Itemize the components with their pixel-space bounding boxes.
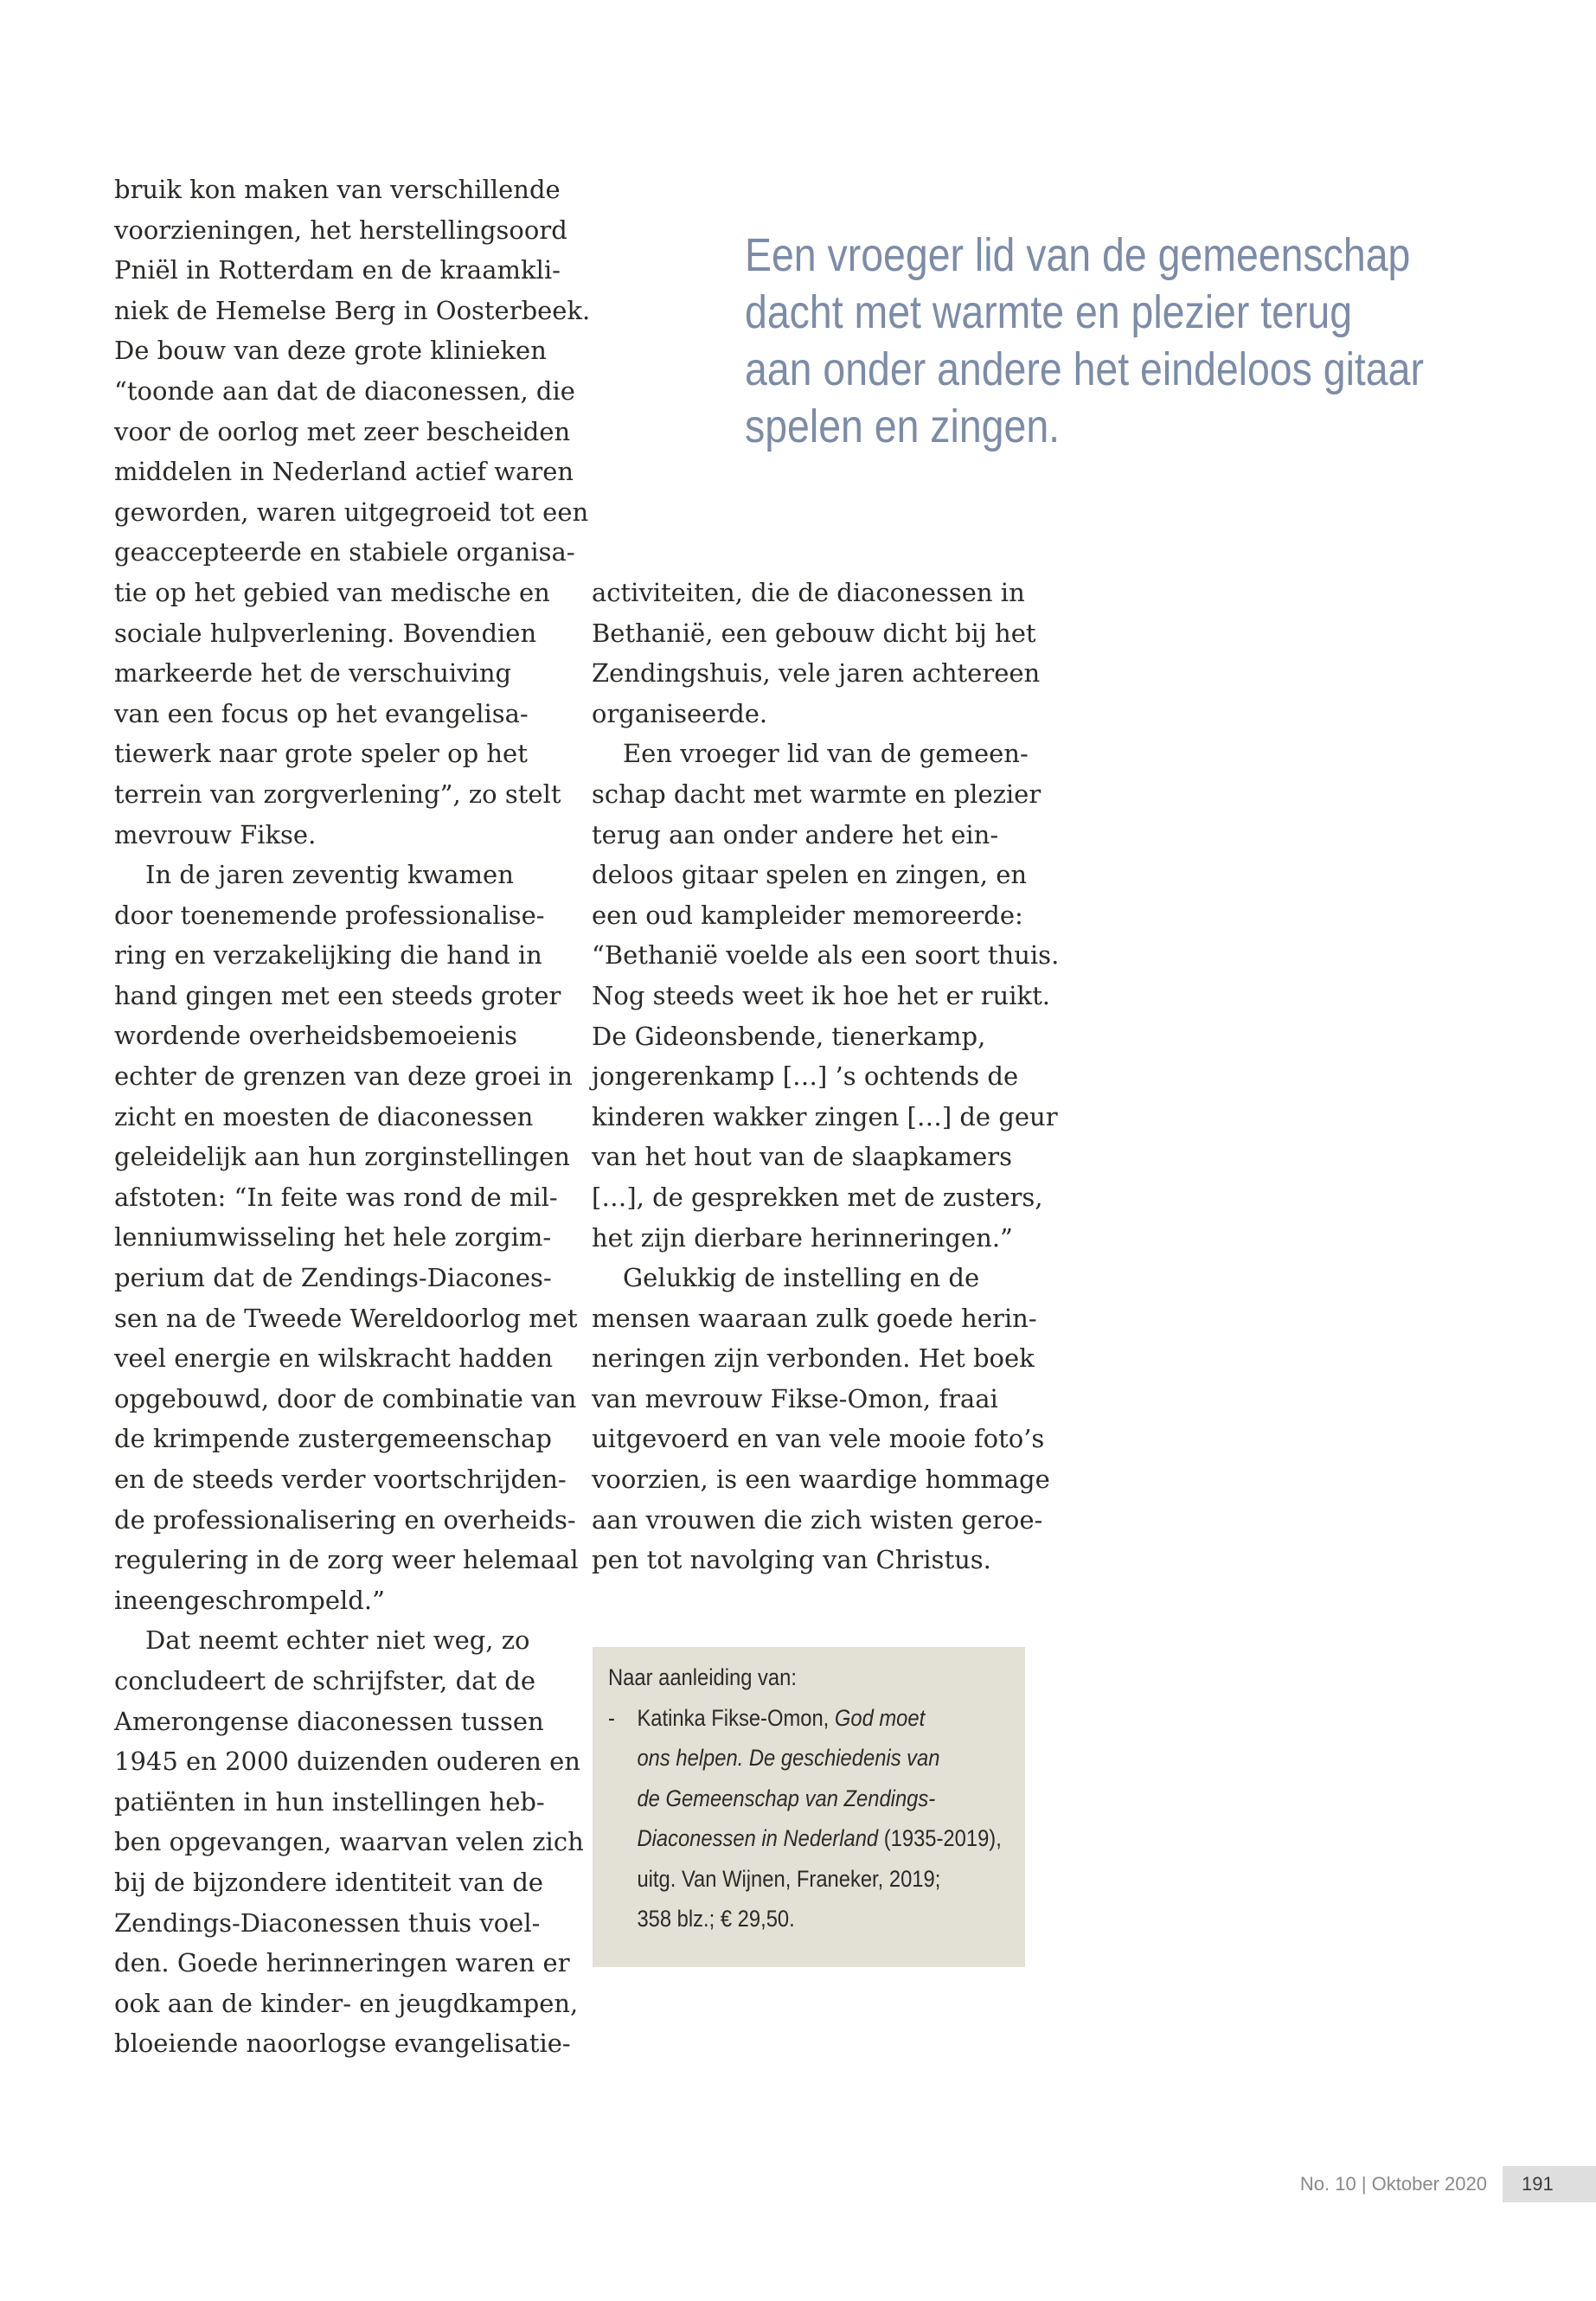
text-line: geaccepteerde en stabiele organisa- [114, 537, 575, 567]
text-line: ineengeschrompeld.” [114, 1585, 385, 1615]
text-line: uitgevoerd en van vele mooie foto’s [592, 1424, 1045, 1454]
text-line: Zendings-Diaconessen thuis voel- [114, 1907, 541, 1938]
text-line: middelen in Nederland actief waren [114, 457, 574, 487]
text-line: aan vrouwen die zich wisten geroe- [592, 1504, 1043, 1535]
text-line: van mevrouw Fikse-Omon, fraai [592, 1383, 998, 1413]
text-line: niek de Hemelse Berg in Oosterbeek. [114, 295, 591, 325]
text-line: jongerenkamp […] ’s ochtends de [592, 1061, 1019, 1092]
text-line: Amerongense diaconessen tussen [114, 1706, 544, 1736]
text-line: echter de grenzen van deze groei in [114, 1061, 573, 1092]
text-line: mevrouw Fikse. [114, 819, 317, 849]
text-line: ring en verzakelijking die hand in [114, 940, 542, 971]
text-line: zicht en moesten de diaconessen [114, 1101, 534, 1131]
text-line: De bouw van deze grote klinieken [114, 336, 547, 366]
text-line: terrein van zorgverlening”, zo stelt [114, 779, 561, 809]
pull-quote [745, 227, 1424, 455]
text-line: lenniumwisseling het hele zorgim- [114, 1222, 552, 1253]
text-line: patiënten in hun instellingen heb- [114, 1786, 545, 1817]
text-line: voorzien, is een waardige hommage [592, 1465, 1050, 1495]
book-title: God moet [834, 1704, 926, 1731]
text-line: mensen waaraan zulk goede herin- [592, 1303, 1037, 1333]
text-line: geworden, waren uitgegroeid tot een [114, 497, 589, 527]
text-line: regulering in de zorg weer helemaal [114, 1545, 579, 1575]
text-line: pen tot navolging van Christus. [592, 1545, 991, 1575]
bullet-dash: - [608, 1704, 615, 1731]
article-column-middle [592, 573, 1059, 1580]
text-line: bruik kon maken van verschillende [114, 175, 561, 204]
text-line: bij de bijzondere identiteit van de [114, 1867, 544, 1897]
text-line: markeerde het de verschuiving [114, 658, 512, 689]
text-line: organiseerde. [592, 698, 768, 728]
text-line: sen na de Tweede Wereldoorlog met [114, 1303, 578, 1333]
text-line: Zendingshuis, vele jaren achtereen [592, 658, 1041, 689]
text-line: de krimpende zustergemeenschap [114, 1424, 552, 1454]
book-author: Katinka Fikse-Omon, [637, 1704, 835, 1731]
text-line: perium dat de Zendings-Diacones- [114, 1263, 552, 1293]
text-line: voor de oorlog met zeer bescheiden [114, 416, 571, 446]
book-title: ons helpen. De geschiedenis van [637, 1745, 940, 1771]
text-line: Gelukkig de instelling en de [623, 1263, 980, 1293]
source-heading: Naar aanleiding van: [608, 1664, 797, 1690]
text-line: geleidelijk aan hun zorginstellingen [114, 1142, 570, 1172]
text-line: afstoten: “In feite was rond de mil- [114, 1182, 558, 1212]
page-number: 191 [1503, 2166, 1596, 2202]
text-line: “Bethanië voelde als een soort thuis. [592, 940, 1060, 971]
pull-quote-line: spelen en zingen. [745, 401, 1061, 452]
text-line: deloos gitaar spelen en zingen, en [592, 860, 1028, 890]
text-line: door toenemende professionalise- [114, 900, 545, 930]
text-line: […], de gesprekken met de zusters, [592, 1182, 1043, 1212]
text-line: wordende overheidsbemoeienis [114, 1021, 518, 1051]
text-line: neringen zijn verbonden. Het boek [592, 1343, 1035, 1374]
text-line: sociale hulpverlening. Bovendien [114, 618, 537, 648]
text-line: ook aan de kinder- en jeugdkampen, [114, 1988, 579, 2018]
source-box [593, 1647, 1025, 1967]
text-line: een oud kampleider memoreerde: [592, 900, 1023, 930]
text-line: de professionalisering en overheids- [114, 1504, 576, 1535]
book-publisher: uitg. Van Wijnen, Franeker, 2019; [637, 1865, 941, 1892]
text-line: Pniël in Rotterdam en de kraamkli- [114, 255, 561, 285]
source-item [608, 1698, 1002, 1939]
text-line: en de steeds verder voortschrijden- [114, 1465, 567, 1494]
pull-quote-line: Een vroeger lid van de gemeenschap [745, 229, 1411, 281]
text-line: bloeiende naoorlogse evangelisatie- [114, 2029, 571, 2059]
text-line: veel energie en wilskracht hadden [114, 1343, 554, 1374]
text-line: Bethanië, een gebouw dicht bij het [592, 618, 1036, 648]
text-line: den. Goede herinneringen waren er [114, 1948, 570, 1978]
issue-info: No. 10 | Oktober 2020 [1299, 2173, 1487, 2195]
article-column-left [114, 170, 590, 2064]
text-line: van een focus op het evangelisa- [114, 698, 529, 728]
page-footer [1300, 2166, 1596, 2202]
text-line: 1945 en 2000 duizenden ouderen en [114, 1747, 580, 1777]
text-line: “toonde aan dat de diaconessen, die [114, 375, 575, 406]
text-line: concludeert de schrijfster, dat de [114, 1665, 536, 1695]
pull-quote-line: aan onder andere het eindeloos gitaar [745, 343, 1424, 395]
text-line: Een vroeger lid van de gemeen- [623, 739, 1029, 769]
text-line: schap dacht met warmte en plezier [592, 779, 1042, 809]
book-title: de Gemeenschap van Zendings- [637, 1785, 936, 1811]
text-line: tie op het gebied van medische en [114, 577, 550, 607]
text-line: De Gideonsbende, tienerkamp, [592, 1021, 986, 1051]
text-line: Nog steeds weet ik hoe het er ruikt. [592, 980, 1050, 1010]
book-years: (1935-2019), [878, 1825, 1002, 1851]
text-line: hand gingen met een steeds groter [114, 980, 561, 1010]
pull-quote-line: dacht met warmte en plezier terug [745, 286, 1353, 338]
text-line: van het hout van de slaapkamers [592, 1142, 1013, 1172]
text-line: voorzieningen, het herstellingsoord [114, 215, 567, 245]
text-line: terug aan onder andere het ein- [592, 819, 999, 849]
text-line: ben opgevangen, waarvan velen zich [114, 1827, 584, 1857]
text-line: Dat neemt echter niet weg, zo [145, 1625, 530, 1656]
text-line: het zijn dierbare herinneringen.” [592, 1222, 1013, 1253]
text-line: In de jaren zeventig kwamen [145, 860, 514, 890]
text-line: tiewerk naar grote speler op het [114, 739, 528, 769]
book-pages-price: 358 blz.; € 29,50. [637, 1906, 795, 1932]
text-line: activiteiten, die de diaconessen in [592, 578, 1025, 607]
text-line: kinderen wakker zingen […] de geur [592, 1101, 1058, 1131]
book-title: Diaconessen in Nederland [637, 1825, 879, 1851]
text-line: opgebouwd, door de combinatie van [114, 1383, 577, 1413]
